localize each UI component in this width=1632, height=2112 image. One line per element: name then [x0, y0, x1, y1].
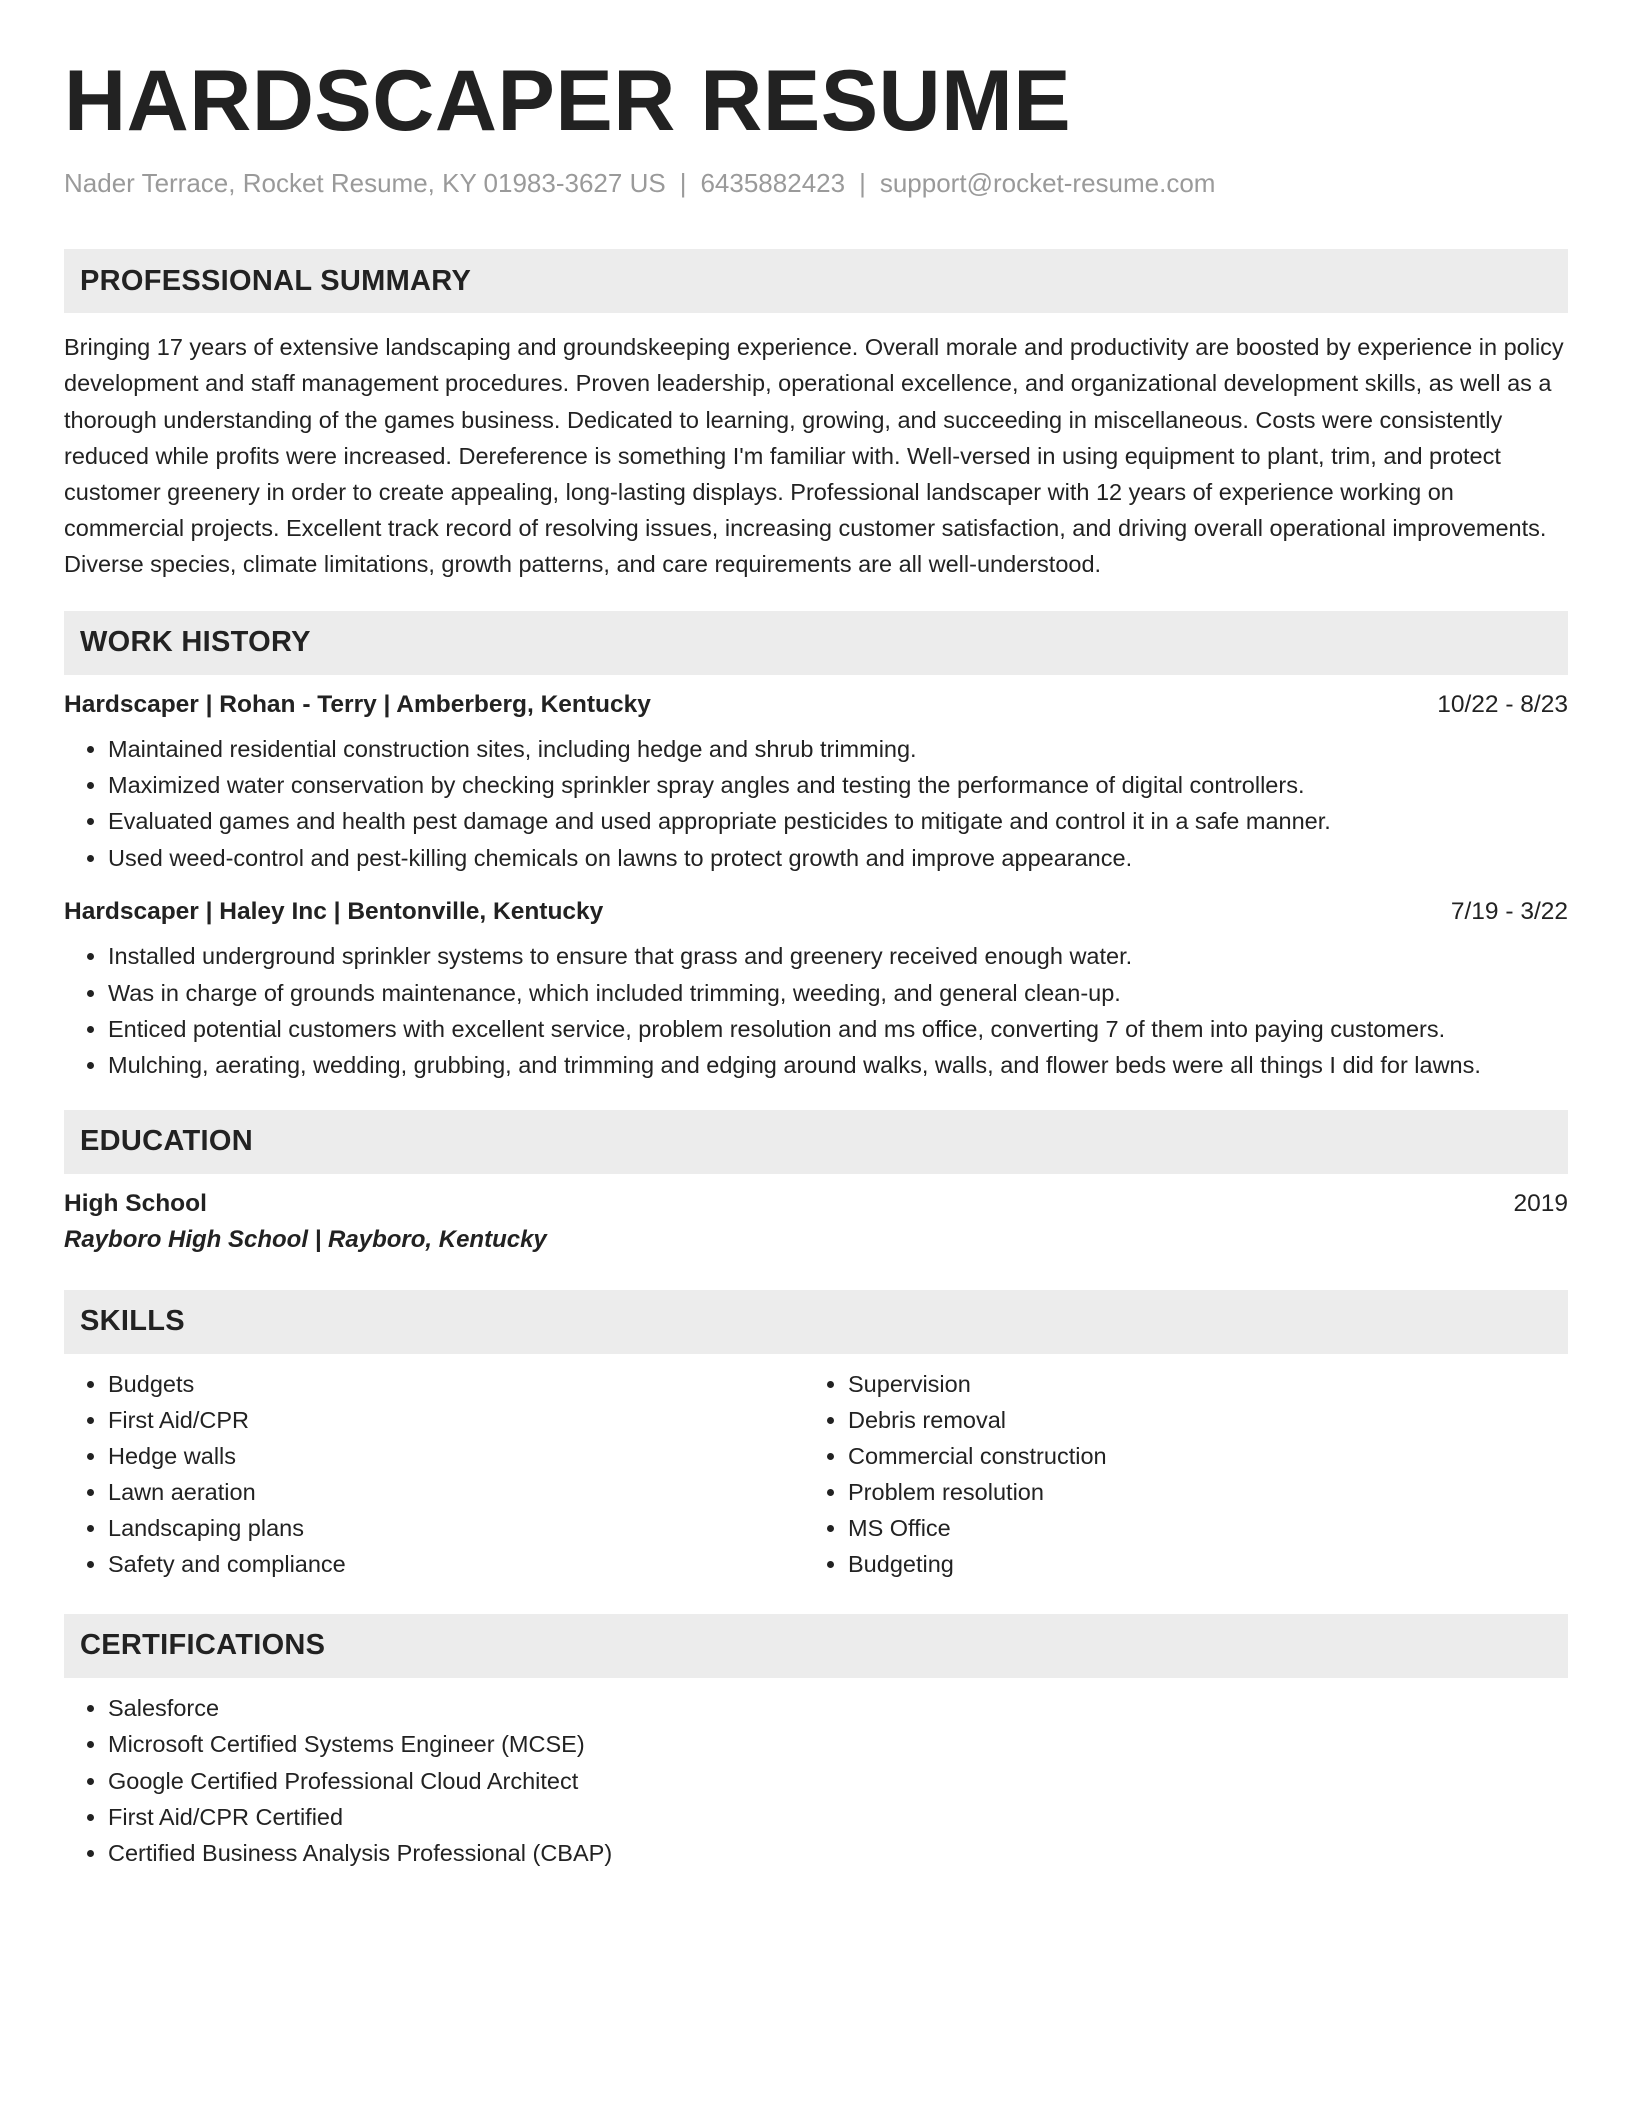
job-entry: [64, 898, 1568, 1084]
job-header: [64, 691, 1568, 719]
education-school: Rayboro High School | Rayboro, Kentucky: [64, 1225, 547, 1253]
job-bullet: • Used weed-control and pest-killing chemicals on lawns to protect growth and improve appearance.: [108, 840, 1568, 876]
skills-heading: SKILLS: [64, 1290, 1568, 1354]
education-entry: [64, 1190, 1568, 1254]
certifications-heading: CERTIFICATIONS: [64, 1614, 1568, 1678]
job-bullet: • Was in charge of grounds maintenance, which included trimming, weeding, and general clean-up.: [108, 975, 1568, 1011]
certification-item: • Microsoft Certified Systems Engineer (MCSE): [108, 1726, 1568, 1762]
education-year: 2019: [1513, 1189, 1568, 1217]
job-dates: 10/22 - 8/23: [1437, 690, 1568, 718]
skill-item: • Problem resolution: [848, 1474, 1544, 1510]
job-bullet: • Evaluated games and health pest damage and used appropriate pesticides to mitigate and control it in a safe manner.: [108, 803, 1568, 839]
certification-item: • Google Certified Professional Cloud Architect: [108, 1763, 1568, 1799]
skill-item: • Lawn aeration: [108, 1474, 804, 1510]
summary-text: Bringing 17 years of extensive landscaping and groundskeeping experience. Overall morale and productivity are boosted by experience in policy development and staff management procedures. Proven leadership, operational excellence, and organizational development skills, as well as a thorough understanding of the games business. Dedicated to learning, growing, and succeeding in miscellaneous. Costs were consistently reduced while profits were increased. Dereference is something I'm familiar with. Well-versed in using equipment to plant, trim, and protect customer greenery in order to create appealing, long-lasting displays. Professional landscaper with 12 years of experience working on commercial projects. Excellent track record of resolving issues, increasing customer satisfaction, and driving overall operational improvements. Diverse species, climate limitations, growth patterns, and care requirements are all well-understood.: [64, 334, 1564, 578]
skill-item: • Commercial construction: [848, 1438, 1544, 1474]
skills-grid: [64, 1354, 1568, 1582]
skill-item: • Landscaping plans: [108, 1510, 804, 1546]
resume-title: HARDSCAPER RESUME: [64, 53, 1072, 149]
skill-item: • Budgeting: [848, 1546, 1544, 1582]
summary-heading: PROFESSIONAL SUMMARY: [64, 249, 1568, 313]
job-bullet: • Mulching, aerating, wedding, grubbing, and trimming and edging around walks, walls, and flower beds were all things I did for lawns.: [108, 1047, 1568, 1083]
job-bullet: • Enticed potential customers with excellent service, problem resolution and ms office, converting 7 of them into paying customers.: [108, 1011, 1568, 1047]
job-header: [64, 898, 1568, 926]
contact-email: support@rocket-resume.com: [879, 168, 1216, 198]
education-degree: High School: [64, 1189, 207, 1217]
skills-column-left: [64, 1366, 804, 1582]
contact-address: Nader Terrace, Rocket Resume, KY 01983-3627 US: [64, 168, 666, 198]
contact-separator: |: [859, 168, 866, 198]
job-title: Hardscaper | Haley Inc | Bentonville, Kentucky: [64, 898, 604, 926]
skills-column-right: [804, 1366, 1544, 1582]
skill-item: • MS Office: [848, 1510, 1544, 1546]
skill-item: • Safety and compliance: [108, 1546, 804, 1582]
job-bullet: • Maintained residential construction sites, including hedge and shrub trimming.: [108, 731, 1568, 767]
job-bullets: [64, 938, 1568, 1084]
contact-line: [64, 168, 1568, 199]
certifications-list: [64, 1690, 1568, 1872]
skill-item: • First Aid/CPR: [108, 1402, 804, 1438]
education-header: [64, 1190, 1568, 1218]
skill-item: • Supervision: [848, 1366, 1544, 1402]
job-entry: [64, 691, 1568, 877]
contact-phone: 6435882423: [700, 168, 846, 198]
certification-item: • Salesforce: [108, 1690, 1568, 1726]
job-title: Hardscaper | Rohan - Terry | Amberberg, Kentucky: [64, 690, 651, 718]
certification-item: • First Aid/CPR Certified: [108, 1799, 1568, 1835]
skill-item: • Hedge walls: [108, 1438, 804, 1474]
job-bullet: • Installed underground sprinkler systems to ensure that grass and greenery received enough water.: [108, 938, 1568, 974]
skill-item: • Budgets: [108, 1366, 804, 1402]
education-heading: EDUCATION: [64, 1110, 1568, 1174]
job-bullet: • Maximized water conservation by checking sprinkler spray angles and testing the performance of digital controllers.: [108, 767, 1568, 803]
work-history-heading: WORK HISTORY: [64, 611, 1568, 675]
skill-item: • Debris removal: [848, 1402, 1544, 1438]
job-dates: 7/19 - 3/22: [1450, 898, 1568, 926]
contact-separator: |: [679, 168, 687, 198]
certification-item: • Certified Business Analysis Professional (CBAP): [108, 1835, 1568, 1871]
job-bullets: [64, 731, 1568, 877]
